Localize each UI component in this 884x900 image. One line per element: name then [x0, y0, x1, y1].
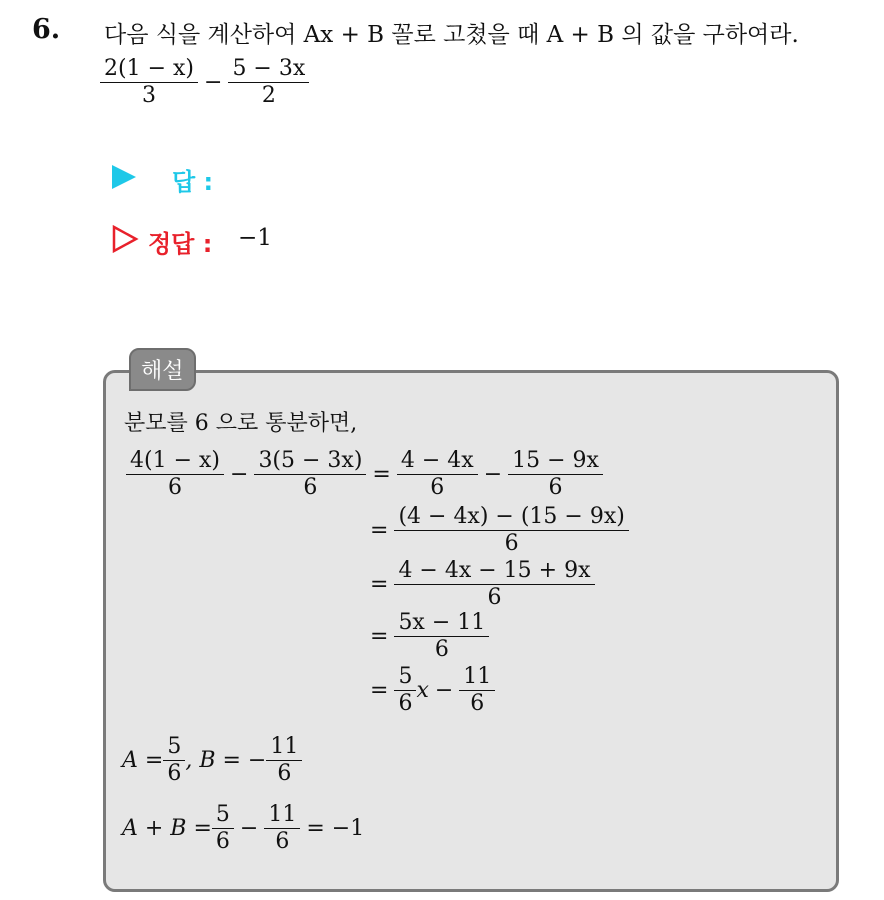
numerator: 4 − 4x: [397, 448, 478, 475]
numerator: 11: [266, 734, 302, 761]
numerator: 5: [163, 734, 185, 761]
variable-x: x: [416, 677, 429, 703]
denominator: 6: [277, 761, 292, 787]
numerator: 11: [459, 664, 495, 691]
play-filled-icon: [112, 165, 136, 189]
fraction: [126, 448, 224, 502]
minus-operator: −: [204, 70, 223, 96]
result-sum-value: = −1: [306, 816, 365, 842]
numerator: 5: [212, 802, 234, 829]
minus-operator: −: [230, 462, 249, 488]
play-outline-icon: [111, 225, 139, 253]
numerator: 15 − 9x: [508, 448, 603, 475]
fraction: [508, 448, 603, 502]
equals-operator: =: [370, 572, 389, 598]
solution-step-2: [364, 504, 629, 558]
denominator: 6: [434, 637, 449, 663]
denominator: 2: [261, 83, 276, 109]
question-text: 다음 식을 계산하여 Ax + B 꼴로 고쳤을 때 A + B 의 값을 구하여라.: [104, 22, 799, 48]
denominator: 6: [215, 829, 230, 855]
solution-step-1: [126, 448, 603, 502]
equals-operator: =: [370, 624, 389, 650]
denominator: 6: [167, 761, 182, 787]
fraction: [100, 56, 198, 110]
numerator: 5x − 11: [394, 610, 489, 637]
equals-operator: =: [370, 678, 389, 704]
answer-label: 답 :: [172, 168, 214, 196]
correct-answer-label: 정답 :: [148, 230, 213, 258]
fraction: [264, 802, 300, 856]
denominator: 6: [168, 475, 182, 501]
result-sum-label: A + B =: [122, 815, 212, 841]
denominator: 6: [470, 691, 485, 717]
fraction: [254, 448, 366, 502]
numerator: 5: [394, 664, 416, 691]
fraction: [163, 734, 185, 788]
solution-result-sum: [122, 802, 370, 856]
fraction: [397, 448, 478, 502]
numerator: 11: [264, 802, 300, 829]
fraction: [266, 734, 302, 788]
solution-step-3: [364, 558, 595, 612]
denominator: 6: [275, 829, 290, 855]
denominator: 6: [504, 531, 519, 557]
answer-field[interactable]: [240, 162, 440, 192]
equals-operator: =: [370, 518, 389, 544]
denominator: 3: [142, 83, 156, 109]
numerator: 4 − 4x − 15 + 9x: [394, 558, 594, 585]
equals-operator: =: [372, 462, 391, 488]
solution-tag: 해설: [129, 348, 196, 391]
fraction: [228, 56, 309, 110]
fraction: [394, 610, 489, 664]
question-expression: [100, 56, 309, 110]
numerator: 3(5 − 3x): [254, 448, 366, 475]
numerator: 4(1 − x): [126, 448, 224, 475]
fraction: [459, 664, 495, 718]
denominator: 6: [548, 475, 563, 501]
numerator: (4 − 4x) − (15 − 9x): [394, 504, 628, 531]
question-number: 6.: [32, 14, 61, 45]
result-b-label: , B = −: [185, 747, 267, 773]
fraction: [394, 558, 594, 612]
fraction: [394, 664, 416, 718]
denominator: 6: [430, 475, 445, 501]
denominator: 6: [487, 585, 502, 611]
correct-answer-value: −1: [238, 225, 272, 251]
solution-intro: 분모를 6 으로 통분하면,: [124, 411, 358, 436]
denominator: 6: [303, 475, 318, 501]
fraction: [212, 802, 234, 856]
minus-operator: −: [239, 816, 259, 842]
numerator: 5 − 3x: [228, 56, 309, 83]
fraction: [394, 504, 628, 558]
solution-step-5: [364, 664, 495, 718]
denominator: 6: [398, 691, 413, 717]
result-a-label: A =: [122, 747, 164, 773]
numerator: 2(1 − x): [100, 56, 198, 83]
minus-operator: −: [434, 678, 454, 704]
solution-step-4: [364, 610, 489, 664]
minus-operator: −: [483, 462, 503, 488]
solution-result-ab: [122, 734, 302, 788]
